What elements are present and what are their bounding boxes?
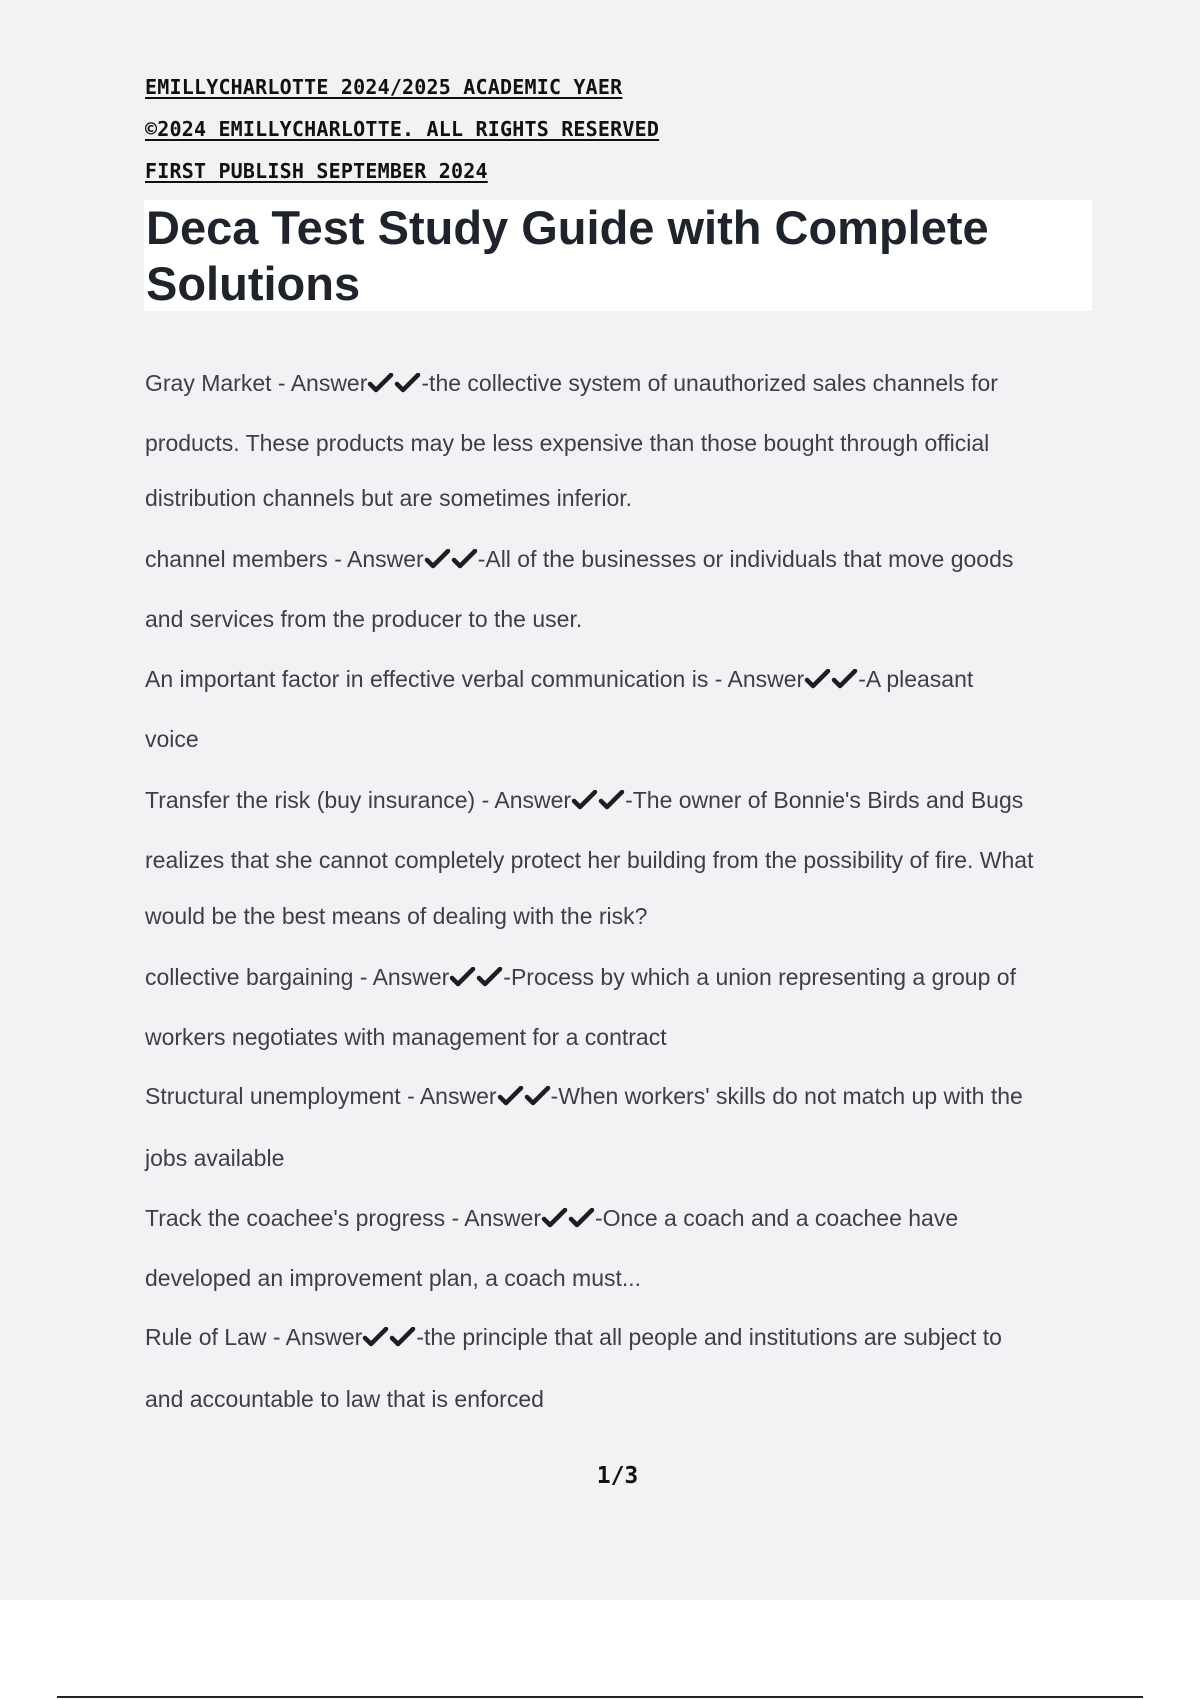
entry-term: Structural unemployment - Answer — [145, 1083, 497, 1109]
entry-answer-start: -A pleasant — [858, 666, 974, 692]
check-mark-icon — [831, 669, 858, 689]
entry-first-line — [145, 1083, 1023, 1110]
check-mark-icon — [476, 967, 503, 987]
check-mark-icon — [449, 967, 476, 987]
entry-answer-start: -the principle that all people and institutions are subject to — [416, 1324, 1002, 1350]
entry-continuation-line: products. These products may be less expensive than those bought through official — [145, 430, 990, 456]
entry-term: collective bargaining - Answer — [145, 964, 450, 990]
entry-continuation-line: voice — [145, 726, 199, 752]
entry-answer-start: -All of the businesses or individuals that move goods — [477, 546, 1014, 572]
check-mark-icon — [524, 1086, 551, 1106]
entry-first-line — [145, 1205, 958, 1232]
title-line-1: Deca Test Study Guide with Complete — [146, 201, 989, 254]
check-mark-icon — [451, 549, 478, 569]
check-mark-icon — [389, 1327, 416, 1347]
entry-term: channel members - Answer — [145, 546, 424, 572]
header-academic-year: EMILLYCHARLOTTE 2024/2025 ACADEMIC YAER — [145, 75, 623, 99]
entry-continuation-line: and services from the producer to the user. — [145, 606, 583, 632]
check-mark-icon — [598, 790, 625, 810]
check-mark-icon — [804, 669, 831, 689]
header-first-publish: FIRST PUBLISH SEPTEMBER 2024 — [145, 159, 488, 183]
entry-continuation-line: would be the best means of dealing with the risk? — [145, 903, 648, 929]
entry-answer-start: -When workers' skills do not match up with the — [550, 1083, 1023, 1109]
entry-term: Transfer the risk (buy insurance) - Answer — [145, 787, 572, 813]
check-mark-icon — [571, 790, 598, 810]
page-number: 1/3 — [596, 1463, 639, 1489]
entry-answer-start: -The owner of Bonnie's Birds and Bugs — [625, 787, 1024, 813]
entry-continuation-line: developed an improvement plan, a coach must... — [145, 1265, 642, 1291]
title-line-2: Solutions — [146, 257, 361, 310]
entry-continuation-line: jobs available — [145, 1145, 285, 1171]
entry-first-line — [145, 370, 998, 397]
entry-answer-start: -Process by which a union representing a group of — [503, 964, 1016, 990]
entry-first-line — [145, 787, 1023, 814]
check-mark-icon — [568, 1208, 595, 1228]
entry-first-line — [145, 666, 973, 693]
entry-term: Track the coachee's progress - Answer — [145, 1205, 541, 1231]
entry-term: Rule of Law - Answer — [145, 1324, 363, 1350]
entry-continuation-line: distribution channels but are sometimes inferior. — [145, 485, 633, 511]
check-mark-icon — [367, 373, 394, 393]
header-copyright: ©2024 EMILLYCHARLOTTE. ALL RIGHTS RESERVED — [145, 117, 660, 141]
check-mark-icon — [497, 1086, 524, 1106]
entry-first-line — [145, 1324, 1002, 1351]
entry-continuation-line: realizes that she cannot completely protect her building from the possibility of fire. What — [145, 847, 1034, 873]
check-mark-icon — [362, 1327, 389, 1347]
check-mark-icon — [424, 549, 451, 569]
entry-term: Gray Market - Answer — [145, 370, 368, 396]
entry-term: An important factor in effective verbal communication is - Answer — [145, 666, 805, 692]
check-mark-icon — [394, 373, 421, 393]
entry-first-line — [145, 546, 1013, 573]
check-mark-icon — [541, 1208, 568, 1228]
entry-answer-start: -Once a coach and a coachee have — [595, 1205, 959, 1231]
entry-answer-start: -the collective system of unauthorized sales channels for — [421, 370, 998, 396]
title-block — [144, 200, 1092, 311]
entry-first-line — [145, 964, 1016, 991]
page-bottom-rule — [57, 1696, 1143, 1698]
entry-continuation-line: workers negotiates with management for a contract — [145, 1024, 667, 1050]
entry-continuation-line: and accountable to law that is enforced — [145, 1386, 544, 1412]
document-title — [146, 200, 1086, 312]
